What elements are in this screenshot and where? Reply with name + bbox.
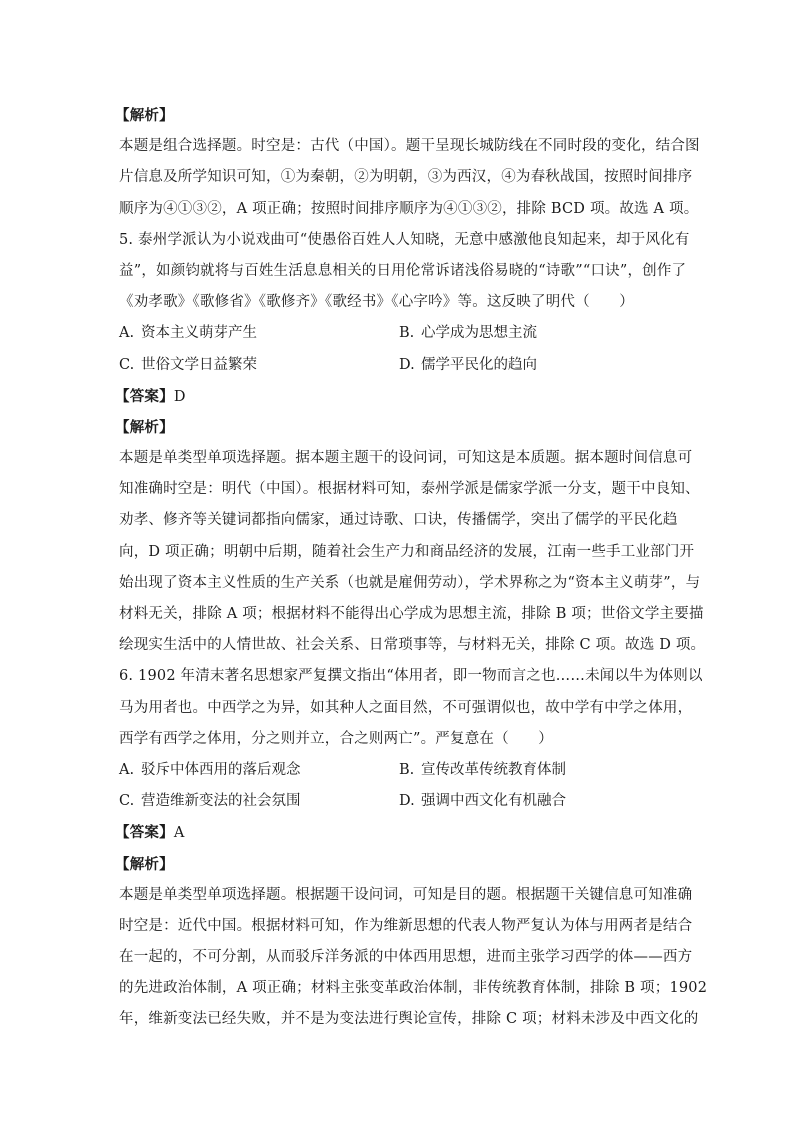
q5-analysis-line: 本题是单类型单项选择题。据本题主题干的设问词，可知这是本质题。据本题时间信息可: [119, 450, 693, 467]
q6-stem-line: 6. 1902 年清末著名思想家严复撰文指出“体用者，即一物而言之也……未闻以牛为体则以: [119, 668, 703, 685]
q5-analysis-line: 绘现实生活中的人情世故、社会关系、日常琐事等，与材料无关，排除 C 项。故选 D 项。: [119, 637, 706, 654]
q4-analysis-label: 【解析】: [115, 107, 174, 124]
option-text: 营造维新变法的社会氛围: [141, 793, 301, 810]
option-text: 儒学平民化的趋向: [421, 356, 537, 373]
q5-answer-label: 【答案】: [115, 387, 174, 405]
option-letter: B.: [399, 325, 415, 342]
q5-stem-line: 5. 泰州学派认为小说戏曲可“使愚俗百姓人人知晓，无意中感激他良知起来，却于风化有: [119, 231, 690, 248]
q5-analysis-line: 劝孝、修齐等关键词都指向儒家，通过诗歌、口诀，传播儒学，突出了儒学的平民化趋: [119, 512, 678, 529]
q5-stem-line: 《劝孝歌》《歌修省》《歌修齐》《歌经书》《心字吟》等。这反映了明代（ ）: [119, 294, 634, 311]
q5-option-b: [399, 318, 679, 349]
q6-option-c: [119, 786, 399, 817]
q6-analysis-line: 本题是单类型单项选择题。根据题干设问词，可知是目的题。根据题干关键信息可知准确: [119, 886, 693, 903]
q5-analysis-label: 【解析】: [115, 418, 174, 436]
q6-analysis-label: 【解析】: [115, 855, 174, 873]
option-text: 宣传改革传统教育体制: [421, 761, 566, 778]
q6-stem-line: 西学有西学之体用，分之则并立，合之则两亡”。严复意在（ ）: [119, 730, 553, 747]
q6-analysis-line: 时空是：近代中国。根据材料可知，作为维新思想的代表人物严复认为体与用两者是结合: [119, 917, 693, 934]
q6-options-row: [119, 786, 679, 817]
option-letter: D.: [399, 793, 415, 810]
q6-options-row: [119, 755, 679, 786]
option-letter: D.: [399, 356, 415, 373]
q4-analysis-line: 本题是组合选择题。时空是：古代（中国）。题干呈现长城防线在不同时段的变化，结合图: [119, 138, 700, 155]
q4-analysis-line: 顺序为④①③②，A 项正确；按照时间排序顺序为④①③②，排除 BCD 项。故选 A 项。: [119, 200, 699, 217]
q5-answer: [115, 381, 679, 412]
q4-analysis-line: 片信息及所学知识可知，①为秦朝，②为明朝，③为西汉，④为春秋战国，按照时间排序: [119, 169, 693, 186]
option-letter: A.: [119, 325, 135, 342]
q5-analysis-line: 向，D 项正确；明朝中后期，随着社会生产力和商品经济的发展，江南一些手工业部门开: [119, 543, 695, 560]
q5-option-a: [119, 318, 399, 349]
q6-analysis-line: 的先进政治体制，A 项正确；材料主张变革政治体制，非传统教育体制，排除 B 项；1902: [119, 980, 708, 997]
q6-answer-value: A: [173, 825, 185, 842]
q5-options-row: [119, 318, 679, 349]
q6-answer-label: 【答案】: [115, 824, 174, 842]
q6-analysis-line: 年，维新变法已经失败，并不是为变法进行舆论宣传，排除 C 项；材料未涉及中西文化的: [119, 1011, 699, 1028]
q5-answer-value: D: [173, 388, 186, 405]
q5-options-row: [119, 350, 679, 381]
document-page: [115, 100, 708, 1036]
option-letter: C.: [119, 793, 135, 810]
q6-option-d: [399, 786, 679, 817]
q6-answer: [115, 817, 679, 848]
q6-analysis-line: 在一起的，不可分割，从而驳斥洋务派的中体西用思想，进而主张学习西学的体——西方: [119, 949, 693, 966]
option-letter: A.: [119, 761, 135, 778]
option-text: 驳斥中体西用的落后观念: [141, 761, 301, 778]
q5-option-c: [119, 350, 399, 381]
q6-stem-line: 马为用者也。中西学之为异，如其种人之面目然，不可强谓似也，故中学有中学之体用，: [119, 699, 693, 716]
q5-analysis-line: 始出现了资本主义性质的生产关系（也就是雇佣劳动），学术界称之为“资本主义萌芽”，与: [119, 574, 701, 591]
option-text: 强调中西文化有机融合: [421, 793, 566, 810]
option-letter: B.: [399, 761, 415, 778]
q6-option-a: [119, 755, 399, 786]
q5-option-d: [399, 350, 679, 381]
q5-analysis-line: 材料无关，排除 A 项；根据材料不能得出心学成为思想主流，排除 B 项；世俗文学主要描: [119, 606, 704, 622]
q5-analysis-line: 知准确时空是：明代（中国）。根据材料可知，泰州学派是儒家学派一分支，题干中良知、: [119, 481, 700, 498]
option-text: 世俗文学日益繁荣: [141, 356, 257, 373]
option-letter: C.: [119, 356, 135, 373]
q6-option-b: [399, 755, 679, 786]
option-text: 资本主义萌芽产生: [141, 325, 257, 342]
q5-stem-line: 益”，如颜钧就将与百姓生活息息相关的日用伦常诉诸浅俗易晓的“诗歌”“口诀”，创作了: [119, 262, 687, 279]
option-text: 心学成为思想主流: [421, 325, 537, 342]
